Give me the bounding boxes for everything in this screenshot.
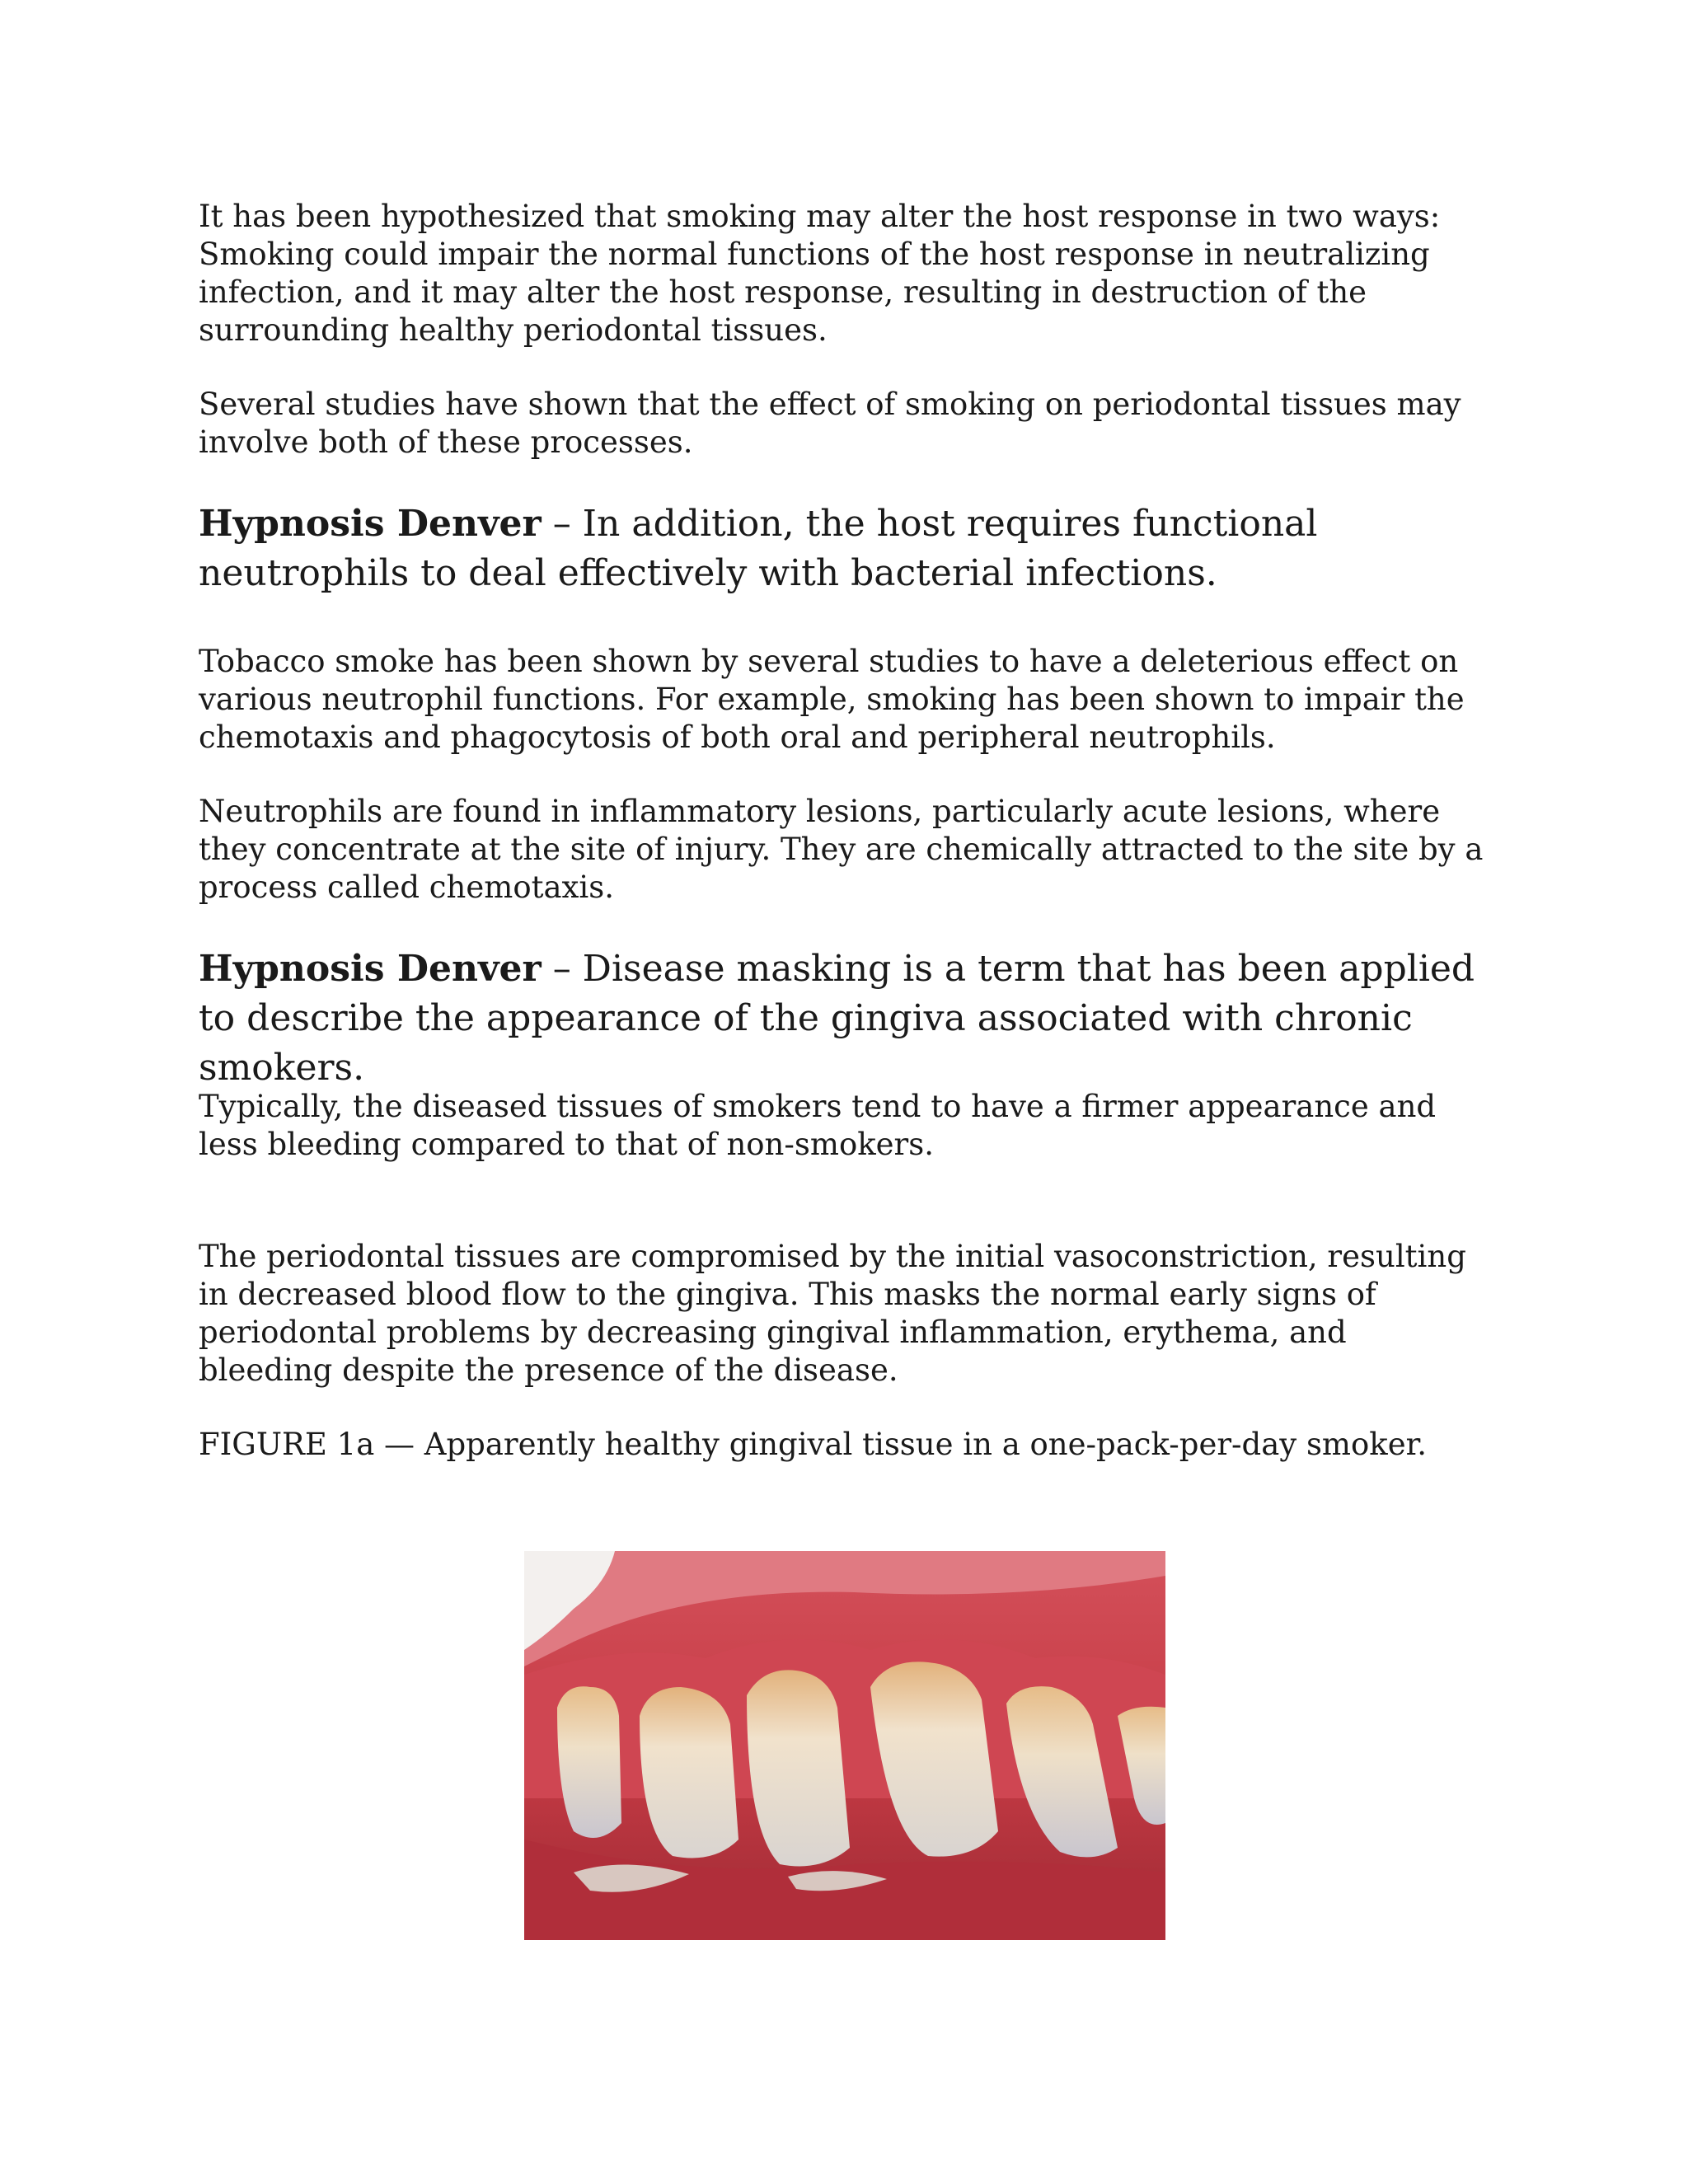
paragraph-vasoconstriction: The periodontal tissues are compromised by the initial vasoconstriction, resulting in decreased blood flow to the gingiva. This masks the normal early signs of periodontal problems by decreasing gingival inflammation, erythema, and bleeding despite the presence of the disease. [199,1239,1466,1388]
heading-keyword: Hypnosis Denver [199,503,542,545]
heading-text: – In addition, the host requires functional neutrophils to deal effectively with bacterial infections. [199,503,1318,594]
heading-disease-masking [199,944,1484,1093]
paragraph-neutrophils: Neutrophils are found in inflammatory lesions, particularly acute lesions, where they concentrate at the site of injury. They are chemically attracted to the site by a process called chemotaxis. [199,794,1484,905]
figure-caption: FIGURE 1a — Apparently healthy gingival tissue in a one-pack-per-day smoker. [199,1427,1427,1462]
heading-neutrophils [199,499,1484,598]
paragraph-host-response: It has been hypothesized that smoking may alter the host response in two ways: Smoking could impair the normal functions of the host response in neutralizing infection, and it may alter the host response, resulting in destruction of the surrounding healthy periodontal tissues. [199,199,1441,348]
paragraph-typically: Typically, the diseased tissues of smokers tend to have a firmer appearance and less bleeding compared to that of non-smokers. [199,1089,1437,1162]
paragraph-tobacco-smoke: Tobacco smoke has been shown by several studies to have a deleterious effect on various neutrophil functions. For example, smoking has been shown to impair the chemotaxis and phagocytosis of both oral and peripheral neutrophils. [199,644,1465,755]
heading-keyword: Hypnosis Denver [199,948,542,990]
heading-text: – Disease masking is a term that has been applied to describe the appearance of the gingiva associated with chronic smokers. [199,948,1475,1089]
gingival-tissue-photo [524,1551,1165,1940]
paragraph-studies: Several studies have shown that the effect of smoking on periodontal tissues may involve both of these processes. [199,387,1461,460]
